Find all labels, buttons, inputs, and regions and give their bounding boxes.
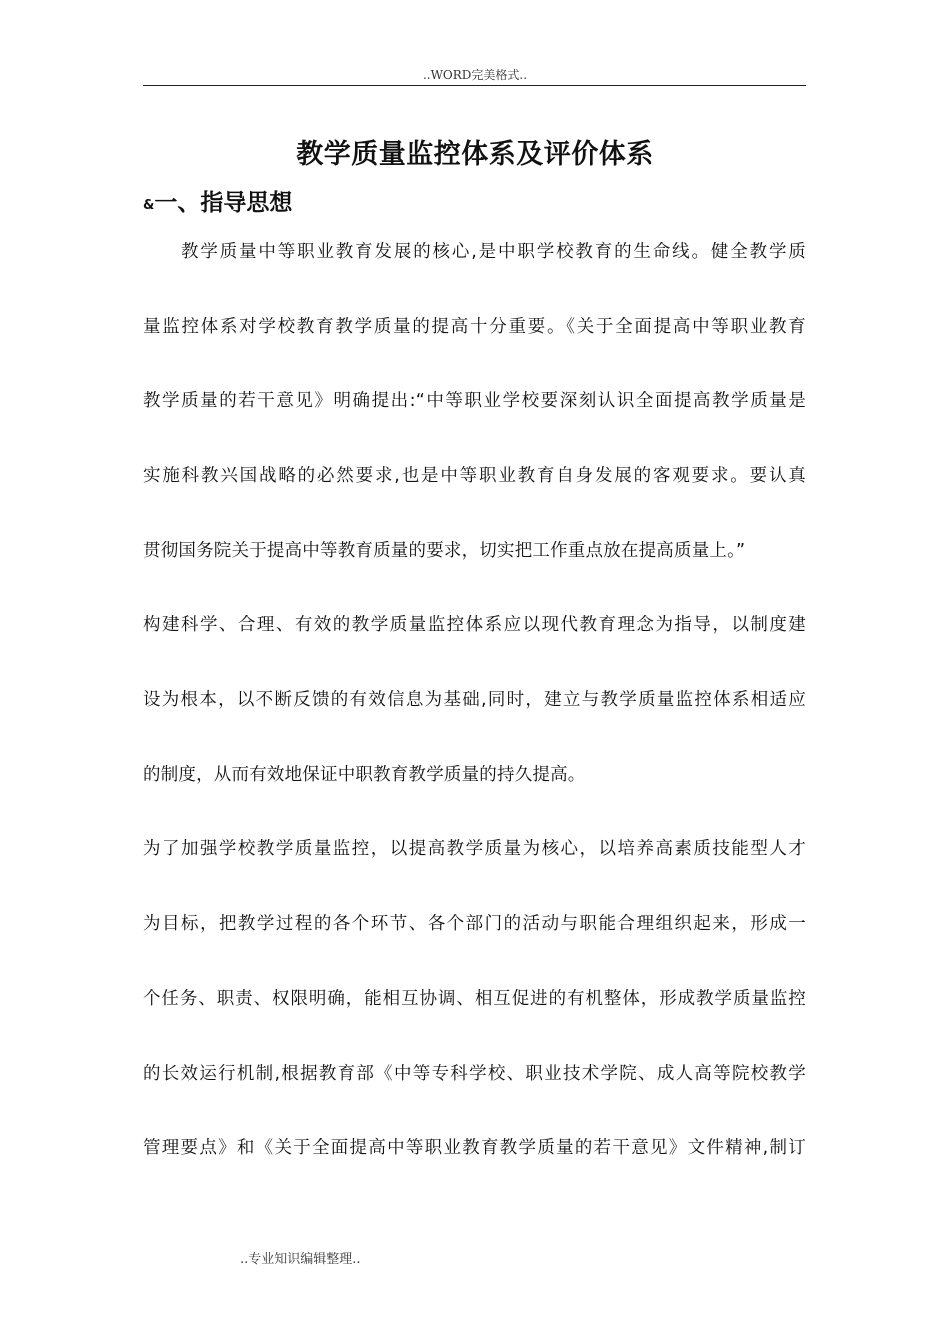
body-line: 个任务、职责、权限明确，能相互协调、相互促进的有机整体，形成教学质量监控 bbox=[143, 989, 806, 1009]
body-line: 为了加强学校教学质量监控，以提高教学质量为核心，以培养高素质技能型人才 bbox=[143, 839, 806, 859]
body-line: 教学质量中等职业教育发展的核心,是中职学校教育的生命线。健全教学质 bbox=[181, 242, 806, 262]
body-line: 贯彻国务院关于提高中等教育质量的要求，切实把工作重点放在提高质量上。” bbox=[143, 541, 746, 561]
section-heading bbox=[143, 184, 292, 217]
header-text: ..WORD完美格式.. bbox=[422, 68, 528, 82]
body-line: 构建科学、合理、有效的教学质量监控体系应以现代教育理念为指导，以制度建 bbox=[143, 615, 806, 635]
body-line: 实施科教兴国战略的必然要求,也是中等职业教育自身发展的客观要求。要认真 bbox=[143, 466, 806, 486]
document-title: 教学质量监控体系及评价体系 bbox=[296, 139, 654, 170]
header-divider bbox=[143, 85, 806, 86]
body-line: 为目标，把教学过程的各个环节、各个部门的活动与职能合理组织起来，形成一 bbox=[143, 914, 806, 934]
section-marker: & bbox=[143, 198, 155, 213]
body-line: 教学质量的若干意见》明确提出:“中等职业学校要深刻认识全面提高教学质量是 bbox=[143, 391, 806, 411]
body-line: 设为根本，以不断反馈的有效信息为基础,同时，建立与教学质量监控体系相适应 bbox=[143, 690, 806, 710]
body-line: 管理要点》和《关于全面提高中等职业教育教学质量的若干意见》文件精神,制订 bbox=[143, 1138, 806, 1158]
section-heading-text: 一、指导思想 bbox=[154, 190, 293, 216]
body-line: 的长效运行机制,根据教育部《中等专科学校、职业技术学院、成人高等院校教学 bbox=[143, 1064, 806, 1084]
body-line: 的制度，从而有效地保证中职教育教学质量的持久提高。 bbox=[143, 765, 586, 785]
page-footer: ..专业知识编辑整理.. bbox=[240, 1252, 361, 1267]
body-line: 量监控体系对学校教育教学质量的提高十分重要。《关于全面提高中等职业教育 bbox=[143, 317, 806, 337]
